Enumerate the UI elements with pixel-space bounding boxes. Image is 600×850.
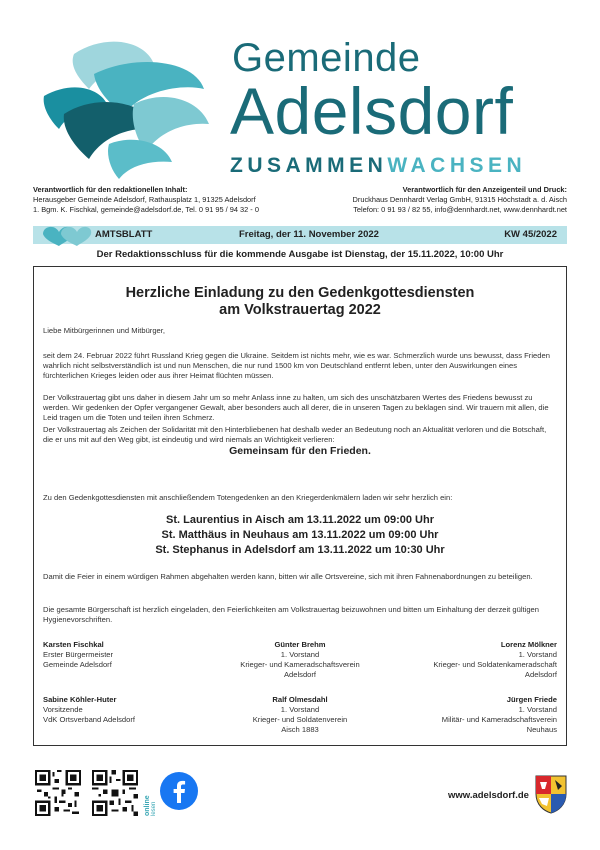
editorial-line-1: Herausgeber Gemeinde Adelsdorf, Rathausplatz 1, 91325 Adelsdorf [33, 195, 256, 204]
paragraph-2: Der Volkstrauertag gibt uns daher in diesem Jahr um so mehr Anlass inne zu halten, um sich des unschätzbaren Wertes des Friedens bewusst zu werden. Wir gedenken der Opfer vergangener Gewalt, aber besonders auch all derer, die in unseren Tagen zu beklagen sind. Wir trauern mit allen, die Leid tragen um die Toten und teilen ihren Schmerz. [43, 393, 549, 422]
signature-block [215, 640, 385, 680]
signature-block [43, 640, 213, 670]
bar-label: AMTSBLATT [95, 229, 153, 240]
signatory-org: Krieger- und Soldatenverein [252, 715, 348, 724]
signatory-name: Karsten Fischkal [43, 640, 104, 649]
signatory-name: Ralf Olmesdahl [272, 695, 328, 704]
paragraph-6: Die gesamte Bürgerschaft ist herzlich eingeladen, den Feierlichkeiten am Volkstrauertag beizuwohnen und bitten um Einhaltung der derzeit gültigen Hygienevorschriften. [43, 605, 539, 624]
paragraph-4: Zu den Gedenkgottesdiensten mit anschließendem Totengedenken an den Kriegerdenkmälern laden wir sehr herzlich ein: [43, 493, 453, 502]
slogan-part-2: WACHSEN [387, 154, 527, 177]
website-link[interactable]: www.adelsdorf.de [448, 790, 529, 801]
advertising-line-2: Telefon: 0 91 93 / 82 55, info@dennhardt.net, www.dennhardt.net [353, 205, 567, 214]
signatory-place: Aisch 1883 [281, 725, 319, 734]
signature-block [387, 640, 557, 680]
signatory-place: Adelsdorf [524, 670, 557, 679]
signatory-name: Sabine Köhler-Huter [43, 695, 117, 704]
deadline-notice: Der Redaktionsschluss für die kommende Ausgabe ist Dienstag, der 15.11.2022, 10:00 Uhr [96, 249, 504, 260]
signatory-place: Adelsdorf [283, 670, 317, 679]
logo-graphic [34, 34, 214, 179]
advertising-responsibility [353, 185, 567, 215]
signature-block [215, 695, 385, 735]
article-title-line-1: Herzliche Einladung zu den Gedenkgottesdiensten [125, 285, 475, 301]
advertising-heading: Verantwortlich für den Anzeigenteil und Druck: [402, 185, 567, 194]
editorial-responsibility [33, 185, 259, 215]
article-title-line-2: am Volkstrauertag 2022 [219, 302, 381, 318]
service-item: St. Stephanus in Adelsdorf am 13.11.2022 um 10:30 Uhr [155, 544, 445, 556]
signature-block [43, 695, 213, 725]
signatory-org: VdK Ortsverband Adelsdorf [43, 715, 136, 724]
service-item: St. Laurentius in Aisch am 13.11.2022 um 09:00 Uhr [166, 514, 434, 526]
signatory-org: Gemeinde Adelsdorf [43, 660, 112, 669]
signatory-role: 1. Vorstand [280, 705, 320, 714]
signatory-org: Krieger- und Kameradschaftsverein [240, 660, 360, 669]
advertising-line-1: Druckhaus Dennhardt Verlag GmbH, 91315 Höchstadt a. d. Aisch [352, 195, 567, 204]
online-label-2: lesen [151, 801, 157, 816]
signatory-role: 1. Vorstand [518, 705, 557, 714]
facebook-icon[interactable] [160, 772, 198, 810]
paragraph-1: seit dem 24. Februar 2022 führt Russland Krieg gegen die Ukraine. Seitdem ist nichts mehr, wie es war. Schmerzlich wurde uns bewusst, dass Frieden wahrlich nicht selbstverständlich ist und nun Menschen, die nur rund 1500 km von Deutschland entfernt leben, unter den Auswirkungen eines fürchterlichen Krieges leiden oder aus ihrer Heimat flüchten müssen. [43, 351, 550, 380]
online-label: online [144, 795, 151, 816]
signatory-org: Militär- und Kameradschaftsverein [441, 715, 557, 724]
qr-code-icon[interactable] [35, 770, 81, 816]
hearts-icon [37, 222, 95, 246]
bar-issue: KW 45/2022 [504, 229, 557, 240]
signatory-role: Erster Bürgermeister [43, 650, 114, 659]
article-title [34, 285, 566, 319]
masthead-title-gemeinde: Gemeinde [232, 36, 421, 80]
motto: Gemeinsam für den Frieden. [229, 445, 371, 457]
online-reading-label [142, 768, 156, 818]
signatory-name: Günter Brehm [274, 640, 326, 649]
signatory-name: Jürgen Friede [506, 695, 557, 704]
svg-text:online [144, 795, 151, 816]
paragraph-3: Der Volkstrauertag als Zeichen der Solidarität mit den Hinterbliebenen hat deshalb weder an Bedeutung noch an Aktualität verloren und die Botschaft, die er uns mit auf den Weg gibt, ist eindeutig und wird niemals an Wichtigkeit verlieren: [43, 425, 547, 444]
slogan-part-1: ZUSAMMEN [230, 154, 388, 177]
service-item: St. Matthäus in Neuhaus am 13.11.2022 um 09:00 Uhr [161, 529, 439, 541]
article-box [33, 266, 567, 746]
paragraph-5: Damit die Feier in einem würdigen Rahmen abgehalten werden kann, bitten wir alle Ortsvereine, sich mit ihren Fahnenabordnungen zu beteiligen. [43, 572, 533, 581]
signatory-role: 1. Vorstand [518, 650, 557, 659]
editorial-heading: Verantwortlich für den redaktionellen Inhalt: [33, 185, 188, 194]
signatory-name: Lorenz Mölkner [500, 640, 557, 649]
masthead-title-adelsdorf: Adelsdorf [230, 74, 514, 148]
coat-of-arms-icon [534, 774, 568, 814]
signature-block [387, 695, 557, 735]
editorial-line-2: 1. Bgm. K. Fischkal, gemeinde@adelsdorf.de, Tel. 0 91 95 / 94 32 - 0 [33, 205, 259, 214]
bar-date: Freitag, der 11. November 2022 [239, 229, 379, 240]
signatory-place: Neuhaus [526, 725, 557, 734]
issue-bar [33, 226, 567, 244]
service-list [34, 513, 566, 558]
masthead-slogan [230, 155, 526, 176]
signatory-org: Krieger- und Soldatenkameradschaft [433, 660, 557, 669]
svg-text:lesen [151, 802, 157, 816]
qr-code-icon[interactable] [92, 770, 138, 816]
salutation: Liebe Mitbürgerinnen und Mitbürger, [43, 326, 165, 335]
signatory-role: 1. Vorstand [280, 650, 320, 659]
signatory-role: Vorsitzende [43, 705, 83, 714]
